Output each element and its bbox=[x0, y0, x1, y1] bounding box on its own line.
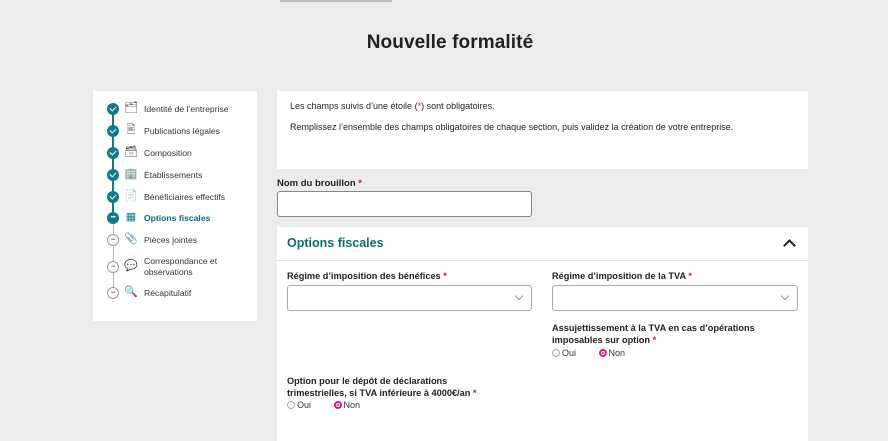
step-done-check-icon bbox=[107, 103, 119, 115]
radio-circle-selected bbox=[334, 401, 342, 409]
depot-oui-radio[interactable] bbox=[287, 399, 311, 411]
step-correspondance[interactable] bbox=[93, 256, 257, 286]
document-icon: 🖹 bbox=[126, 124, 136, 136]
chevron-down-icon bbox=[781, 292, 789, 300]
radio-label: Oui bbox=[297, 400, 312, 410]
grid-icon: ▦ bbox=[125, 211, 137, 223]
radio-circle bbox=[287, 401, 295, 409]
chat-icon: 💬 bbox=[124, 260, 138, 272]
summary-icon: 🔍 bbox=[124, 286, 138, 298]
section-divider bbox=[277, 260, 808, 261]
required-star: * bbox=[417, 101, 422, 111]
top-tab-indicator bbox=[280, 0, 392, 2]
step-label: Identité de l’entreprise bbox=[144, 104, 229, 114]
label-text: Régime d’imposition des bénéfices bbox=[287, 271, 441, 281]
regime-tva-label bbox=[552, 270, 692, 282]
radio-circle-selected bbox=[599, 349, 607, 357]
assujettissement-oui-radio[interactable] bbox=[552, 347, 576, 359]
required-fields-note bbox=[290, 101, 795, 112]
options-fiscales-section bbox=[277, 227, 808, 441]
fill-instructions: Remplissez l’ensemble des champs obligatoires de chaque section, puis validez la création de votre entreprise. bbox=[290, 122, 734, 132]
page-title: Nouvelle formalité bbox=[366, 32, 534, 53]
assujettissement-non-radio[interactable] bbox=[599, 347, 626, 359]
step-options-fiscales[interactable] bbox=[93, 212, 257, 234]
regime-benefices-select[interactable] bbox=[287, 285, 532, 311]
step-done-check-icon bbox=[107, 125, 119, 137]
step-label: Établissements bbox=[144, 170, 203, 180]
step-composition[interactable] bbox=[93, 147, 257, 169]
step-label: Pièces jointes bbox=[144, 235, 198, 245]
required-star: * bbox=[688, 271, 692, 281]
step-label: Options fiscales bbox=[144, 213, 211, 223]
radio-label: Oui bbox=[562, 348, 577, 358]
step-done-check-icon bbox=[107, 147, 119, 159]
radio-label: Non bbox=[343, 400, 361, 410]
label-text: Nom du brouillon bbox=[277, 178, 356, 189]
draft-name-input[interactable] bbox=[277, 191, 532, 217]
section-title: Options fiscales bbox=[287, 236, 384, 250]
label-text: Régime d’imposition de la TVA bbox=[552, 271, 686, 281]
paperclip-icon: 📎 bbox=[124, 233, 138, 245]
step-current-icon bbox=[107, 212, 119, 224]
step-label: Récapitulatif bbox=[144, 288, 192, 298]
depot-radio-group bbox=[287, 399, 380, 411]
step-done-check-icon bbox=[107, 169, 119, 181]
label-line1: Assujettissement à la TVA en cas d’opérations bbox=[552, 323, 755, 333]
step-pending-icon bbox=[107, 287, 119, 299]
step-etablissements[interactable] bbox=[93, 169, 257, 191]
note-text: ) sont obligatoires. bbox=[421, 101, 495, 111]
regime-tva-select[interactable] bbox=[552, 285, 798, 311]
depot-non-radio[interactable] bbox=[334, 399, 361, 411]
step-label-line1: Correspondance et bbox=[144, 256, 218, 266]
regime-benefices-label bbox=[287, 270, 447, 282]
instructions-box bbox=[277, 91, 808, 169]
draft-name-label bbox=[277, 178, 362, 189]
step-label: Publications légales bbox=[144, 126, 220, 136]
step-label-line2: observations bbox=[144, 267, 193, 277]
step-label bbox=[144, 256, 217, 278]
chevron-down-icon bbox=[515, 292, 523, 300]
step-label: Composition bbox=[144, 148, 192, 158]
beneficiary-doc-icon: 📄 bbox=[124, 190, 138, 202]
assujettissement-radio-group bbox=[552, 347, 645, 359]
step-identite[interactable] bbox=[93, 103, 257, 125]
label-line2: trimestrielles, si TVA inférieure à 4000€/an bbox=[287, 388, 471, 398]
radio-label: Non bbox=[608, 348, 626, 358]
radio-circle bbox=[552, 349, 560, 357]
step-beneficiaires[interactable] bbox=[93, 191, 257, 213]
required-star: * bbox=[443, 271, 447, 281]
depot-trimestriel-label bbox=[287, 375, 476, 399]
formality-stepper bbox=[93, 91, 257, 321]
required-star: * bbox=[652, 335, 657, 345]
chevron-up-icon[interactable] bbox=[783, 239, 796, 252]
org-card-icon: 🗃 bbox=[124, 146, 138, 158]
step-label: Bénéficiaires effectifs bbox=[144, 192, 226, 202]
id-card-icon: 🗂 bbox=[124, 102, 138, 114]
step-pending-icon bbox=[107, 234, 119, 246]
step-pieces-jointes[interactable] bbox=[93, 234, 257, 256]
step-recapitulatif[interactable] bbox=[93, 287, 257, 309]
required-star: * bbox=[358, 178, 362, 189]
assujettissement-label bbox=[552, 322, 755, 346]
step-pending-icon bbox=[107, 261, 119, 273]
step-done-check-icon bbox=[107, 191, 119, 203]
required-star: * bbox=[472, 388, 477, 398]
note-text: Les champs suivis d’une étoile ( bbox=[290, 101, 418, 111]
building-icon: 🏢 bbox=[124, 168, 138, 180]
step-publications[interactable] bbox=[93, 125, 257, 147]
label-line2: imposables sur option bbox=[552, 335, 651, 345]
label-line1: Option pour le dépôt de déclarations bbox=[287, 376, 448, 386]
